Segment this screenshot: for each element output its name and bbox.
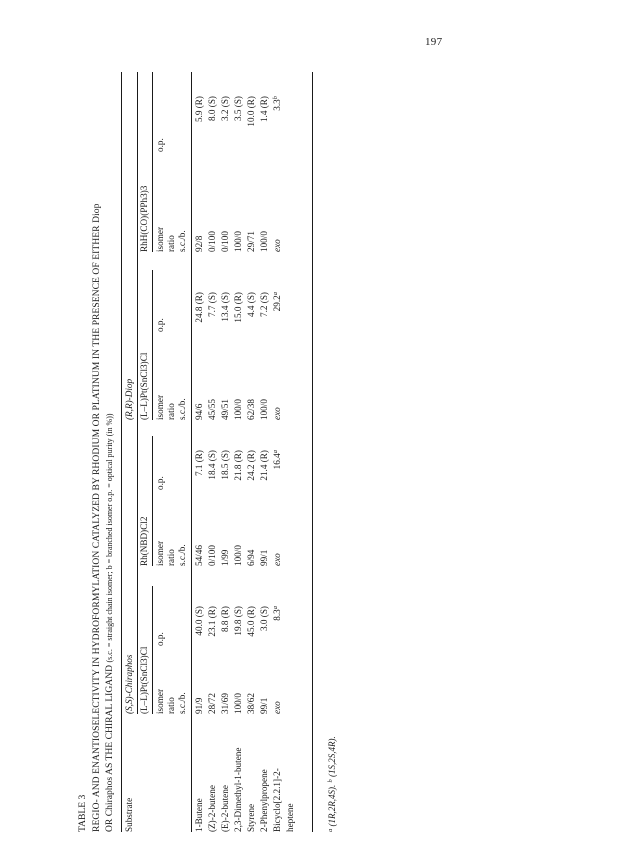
table-title-main: OR Chiraphos AS THE CHIRAL LIGAND (104, 664, 115, 832)
header-cat-rh-nbd: Rh(NBD)Cl2 (139, 516, 149, 566)
cell-text: 49/51 (220, 399, 230, 420)
table-cell-c3-ratio (247, 399, 257, 420)
cell-text: Bicyclo[2.2.1]-2- (272, 768, 282, 832)
footnote-marker: b (272, 96, 279, 100)
cell-text: (E)-2-butene (220, 785, 230, 832)
header-isomer-1: isomer (155, 688, 165, 714)
header-ratio-1: ratio (166, 697, 176, 714)
table-cell-c3-ratio (221, 399, 231, 420)
header-cat-pt-chiraphos: (L–L)Pt(SnCl3)Cl (139, 646, 149, 714)
rule-header-bottom (191, 72, 192, 832)
cell-text: 29.2 (272, 295, 282, 312)
cell-text: 13.4 (S) (220, 292, 230, 322)
table-cell-c2-op (195, 450, 205, 506)
rule-top (121, 72, 122, 832)
table-title-line2 (105, 413, 115, 832)
cell-text: exo (272, 553, 282, 566)
cell-text: 7.1 (R) (194, 450, 204, 477)
header-op-2: o.p. (155, 476, 165, 490)
table-cell-c4-ratio (208, 231, 218, 252)
table-cell-substrate (195, 798, 205, 832)
table-cell-c2-ratio (195, 545, 205, 566)
table-cell-c2-ratio (260, 550, 270, 566)
cell-text: 23.1 (R) (207, 606, 217, 637)
header-ratio-2: ratio (166, 549, 176, 566)
cell-text: 24.8 (R) (194, 292, 204, 323)
table-cell-c1-op (247, 606, 257, 662)
cell-text: heptene (285, 803, 295, 832)
table-cell-c3-op (273, 292, 283, 348)
cell-text: 21.8 (R) (233, 450, 243, 481)
header-substrate: Substrate (124, 797, 134, 832)
table-footnotes (328, 736, 337, 832)
cell-text: 3.2 (S) (220, 96, 230, 122)
rule-cat4 (152, 72, 153, 252)
cell-text: 18.5 (S) (220, 450, 230, 480)
cell-text: 18.4 (S) (207, 450, 217, 480)
cell-text: 7.2 (S) (259, 292, 269, 318)
cell-text: 15.0 (R) (233, 292, 243, 323)
header-isomer-2: isomer (155, 540, 165, 566)
header-scb-3: s.c./b. (177, 398, 187, 420)
header-op-3: o.p. (155, 318, 165, 332)
rule-diop (137, 72, 138, 420)
cell-text: 62/38 (246, 399, 256, 420)
table-cell-c3-ratio (234, 399, 244, 420)
rule-cat3 (152, 270, 153, 420)
header-scb-2: s.c./b. (177, 544, 187, 566)
rule-chiraphos (137, 416, 138, 714)
cell-text: 10.0 (R) (246, 96, 256, 127)
table-cell-substrate (273, 768, 283, 832)
footnote-b: (1S,2S,4R). (327, 736, 337, 777)
cell-text: 3.0 (S) (259, 606, 269, 632)
table-cell-c4-ratio (273, 239, 283, 252)
table-cell-c3-op (221, 292, 231, 348)
cell-text: 2-Phenylpropene (259, 769, 269, 832)
cell-text: 99/1 (259, 697, 269, 714)
page-number: 197 (425, 36, 443, 48)
table-cell-c2-op (247, 450, 257, 506)
cell-text: 4.4 (S) (246, 292, 256, 318)
footnote-marker: a (272, 450, 279, 454)
footnote-marker: a (272, 292, 279, 296)
table-title-note: (s.c. = straight chain isomer; b = branched isomer o.p. = optical purity (in %)) (105, 413, 114, 663)
rule-cat2 (152, 436, 153, 566)
cell-text: exo (272, 239, 282, 252)
table-cell-c3-op (234, 292, 244, 348)
table-cell-c3-ratio (208, 399, 218, 420)
cell-text: 40.0 (S) (194, 606, 204, 636)
rule-cat1 (152, 586, 153, 714)
cell-text: 19.8 (S) (233, 606, 243, 636)
table-cell-c4-ratio (260, 231, 270, 252)
table-cell-c4-op (221, 96, 231, 152)
table-cell-c3-ratio (195, 404, 205, 420)
table-cell-c3-op (208, 292, 218, 348)
table-cell-c4-ratio (195, 236, 205, 252)
cell-text: 28/72 (207, 693, 217, 714)
header-scb-4: s.c./b. (177, 230, 187, 252)
table-cell-c1-ratio (221, 693, 231, 714)
table-cell-c4-op (273, 96, 283, 152)
table-cell-c4-op (247, 96, 257, 152)
cell-text: 1/99 (220, 549, 230, 566)
table-title: REGIO- AND ENANTIOSELECTIVITY IN HYDROFORMYLATION CATALYZED BY RHODIUM OR PLATINUM IN THE PRESENCE OF EITHER Diop (91, 203, 102, 832)
cell-text: 54/46 (194, 545, 204, 566)
cell-text: 24.2 (R) (246, 450, 256, 481)
table-cell-substrate (247, 804, 257, 832)
cell-text: 1-Butene (194, 798, 204, 832)
cell-text: 31/69 (220, 693, 230, 714)
cell-text: 45.0 (R) (246, 606, 256, 637)
table-cell-c1-op (273, 606, 283, 662)
header-isomer-4: isomer (155, 226, 165, 252)
cell-text: 45/55 (207, 399, 217, 420)
table-cell-c2-op (273, 450, 283, 506)
cell-text: Styrene (246, 803, 256, 832)
footnote-marker: a (272, 606, 279, 610)
cell-text: 91/9 (194, 697, 204, 714)
cell-text: 3.5 (S) (233, 96, 243, 122)
header-ratio-3: ratio (166, 403, 176, 420)
cell-text: 100/0 (233, 231, 243, 252)
cell-text: 3.3 (272, 99, 282, 111)
table-cell-c4-ratio (221, 231, 231, 252)
cell-text: 8.8 (R) (220, 606, 230, 633)
cell-text: 0/100 (207, 231, 217, 252)
table-cell-c4-op (260, 96, 270, 152)
table-cell-c4-op (208, 96, 218, 152)
table-cell-c2-ratio (221, 550, 231, 566)
table-cell-c1-op (234, 606, 244, 662)
cell-text: 100/0 (259, 231, 269, 252)
table-cell-c1-op (221, 606, 231, 662)
cell-text: 100/0 (259, 399, 269, 420)
footnote-a-mark: a (327, 828, 334, 832)
header-op-1: o.p. (155, 632, 165, 646)
header-scb-1: s.c./b. (177, 692, 187, 714)
cell-text: 0/100 (220, 231, 230, 252)
cell-text: 2,3-Dimethyl-1-butene (233, 747, 243, 832)
cell-text: 92/8 (194, 235, 204, 252)
cell-text: 8.3 (272, 609, 282, 621)
table-cell-c2-op (208, 450, 218, 506)
header-isomer-3: isomer (155, 394, 165, 420)
header-cat-rh-h: RhH(CO)(PPh3)3 (139, 185, 149, 252)
table-cell-c2-op (260, 450, 270, 506)
header-op-4: o.p. (155, 138, 165, 152)
table-cell-c3-op (260, 292, 270, 348)
table-cell-c1-ratio (195, 698, 205, 714)
table-cell-substrate (286, 803, 296, 832)
cell-text: 100/0 (233, 693, 243, 714)
cell-text: 5.9 (R) (194, 96, 204, 123)
table-label: TABLE 3 (77, 794, 88, 832)
table-cell-c4-ratio (234, 231, 244, 252)
table-cell-c1-ratio (260, 698, 270, 714)
table-cell-c2-ratio (234, 545, 244, 566)
cell-text: (Z)-2-butene (207, 785, 217, 832)
table-cell-substrate (208, 785, 218, 832)
cell-text: 100/0 (233, 545, 243, 566)
table-cell-c4-op (195, 96, 205, 152)
table-cell-substrate (234, 748, 244, 832)
cell-text: exo (272, 701, 282, 714)
cell-text: 0/100 (207, 545, 217, 566)
cell-text: 94/6 (194, 403, 204, 420)
cell-text: 99/1 (259, 549, 269, 566)
table-cell-c2-op (234, 450, 244, 506)
table-cell-c1-ratio (247, 693, 257, 714)
cell-text: 38/62 (246, 693, 256, 714)
cell-text: 29/71 (246, 231, 256, 252)
table-cell-c1-ratio (208, 693, 218, 714)
cell-text: 21.4 (R) (259, 450, 269, 481)
table-cell-c4-op (234, 96, 244, 152)
footnote-a: (1R,2R,4S). (327, 784, 337, 827)
header-chiraphos: (S,S)-Chiraphos (124, 654, 134, 714)
cell-text: 1.4 (R) (259, 96, 269, 123)
table-cell-c3-op (195, 292, 205, 348)
footnote-b-mark: b (327, 779, 334, 783)
cell-text: 100/0 (233, 399, 243, 420)
table-cell-c3-ratio (273, 407, 283, 420)
table-cell-c1-op (260, 606, 270, 662)
table-cell-c1-op (208, 606, 218, 662)
table-cell-c2-op (221, 450, 231, 506)
cell-text: 6/94 (246, 549, 256, 566)
header-ratio-4: ratio (166, 235, 176, 252)
cell-text: 7.7 (S) (207, 292, 217, 318)
table-cell-substrate (260, 769, 270, 832)
cell-text: 8.0 (S) (207, 96, 217, 122)
table-cell-substrate (221, 785, 231, 832)
table-cell-c1-ratio (234, 693, 244, 714)
table-cell-c1-op (195, 606, 205, 662)
table-cell-c2-ratio (273, 553, 283, 566)
header-diop: (R,R)-Diop (124, 378, 134, 420)
table-cell-c4-ratio (247, 231, 257, 252)
cell-text: 16.4 (272, 453, 282, 470)
cell-text: exo (272, 407, 282, 420)
rotated-table (76, 72, 337, 832)
table-cell-c2-ratio (247, 550, 257, 566)
table-cell-c2-ratio (208, 545, 218, 566)
rule-bottom (312, 72, 313, 832)
table-cell-c3-ratio (260, 399, 270, 420)
table-cell-c3-op (247, 292, 257, 348)
table-cell-c1-ratio (273, 701, 283, 714)
header-cat-pt-diop: (L–L)Pt(SnCl3)Cl (139, 352, 149, 420)
